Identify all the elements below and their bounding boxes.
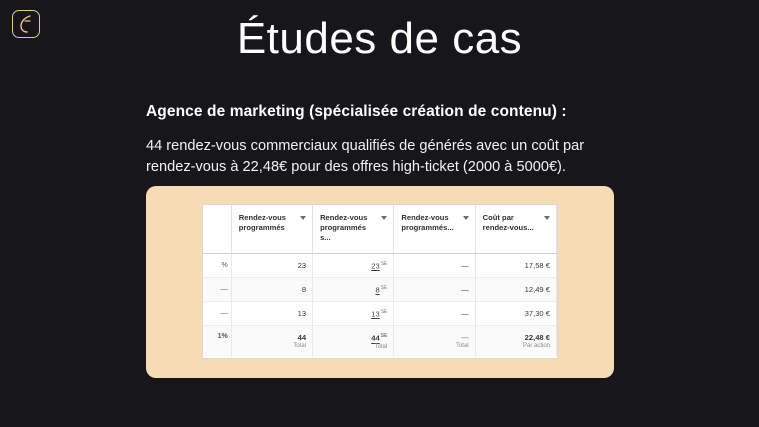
table-header-label: Coût par rendez-vous... — [482, 213, 534, 232]
row-value-cost-per-appointment: 12,49 € — [475, 278, 556, 302]
row-value-appointments-other: — — [394, 302, 475, 326]
page-title: Études de cas — [236, 14, 523, 63]
table-row — [203, 302, 557, 326]
row-value-appointments: 13 — [231, 302, 312, 326]
footnote-marker: SE — [380, 260, 388, 267]
total-appointments-other: — Total — [394, 326, 475, 356]
table-header-cell[interactable] — [475, 205, 556, 254]
metrics-table — [203, 205, 557, 356]
stats-card — [146, 186, 614, 378]
row-value-appointments-site: $13^{SE}$ — [313, 302, 394, 326]
table-header-cell[interactable] — [394, 205, 475, 254]
table-header-cell[interactable] — [231, 205, 312, 254]
table-row — [203, 254, 557, 278]
table-header-label: Rendez-vous programmés — [238, 213, 287, 232]
row-stub: — — [203, 302, 231, 326]
case-study-subtitle: Agence de marketing (spécialisée création de contenu) : — [146, 103, 567, 120]
row-value-appointments: 8 — [231, 278, 312, 302]
table-header-label: Rendez-vous programmés s... — [320, 213, 368, 242]
chevron-down-icon[interactable] — [300, 216, 306, 220]
total-stub: 1% — [203, 326, 231, 356]
table-header-label: Rendez-vous programmés... — [401, 213, 454, 232]
footnote-marker: SE — [380, 284, 388, 291]
row-value-cost-per-appointment: 17,58 € — [475, 254, 556, 278]
row-stub: — — [203, 278, 231, 302]
table-total-row — [203, 326, 557, 356]
row-value-appointments-site: $23^{SE}$ — [313, 254, 394, 278]
footnote-marker: SE — [380, 308, 388, 315]
row-value-cost-per-appointment: 37,30 € — [475, 302, 556, 326]
table-row — [203, 278, 557, 302]
row-stub: % — [203, 254, 231, 278]
row-value-appointments-other: — — [394, 278, 475, 302]
chevron-down-icon[interactable] — [463, 216, 469, 220]
table-header-cell[interactable] — [313, 205, 394, 254]
total-cost-per-appointment: 22,48 € Par action — [475, 326, 556, 356]
footnote-marker: SE — [380, 333, 388, 339]
row-value-appointments-other: — — [394, 254, 475, 278]
total-appointments: 44 Total — [231, 326, 312, 356]
chevron-down-icon[interactable] — [381, 216, 387, 220]
table-header-stub — [203, 205, 231, 254]
row-value-appointments: 23 — [231, 254, 312, 278]
row-value-appointments-site: $8^{SE}$ — [313, 278, 394, 302]
table-header-row — [203, 205, 557, 254]
case-study-description: 44 rendez-vous commerciaux qualifiés de générés avec un coût par rendez-vous à 22,48€ pour des offres high-ticket (2000 à 5000€). — [146, 138, 585, 175]
total-appointments-site: $44^{SE}$ Total — [313, 326, 394, 356]
metrics-table-container — [202, 204, 558, 359]
chevron-down-icon[interactable] — [544, 216, 550, 220]
